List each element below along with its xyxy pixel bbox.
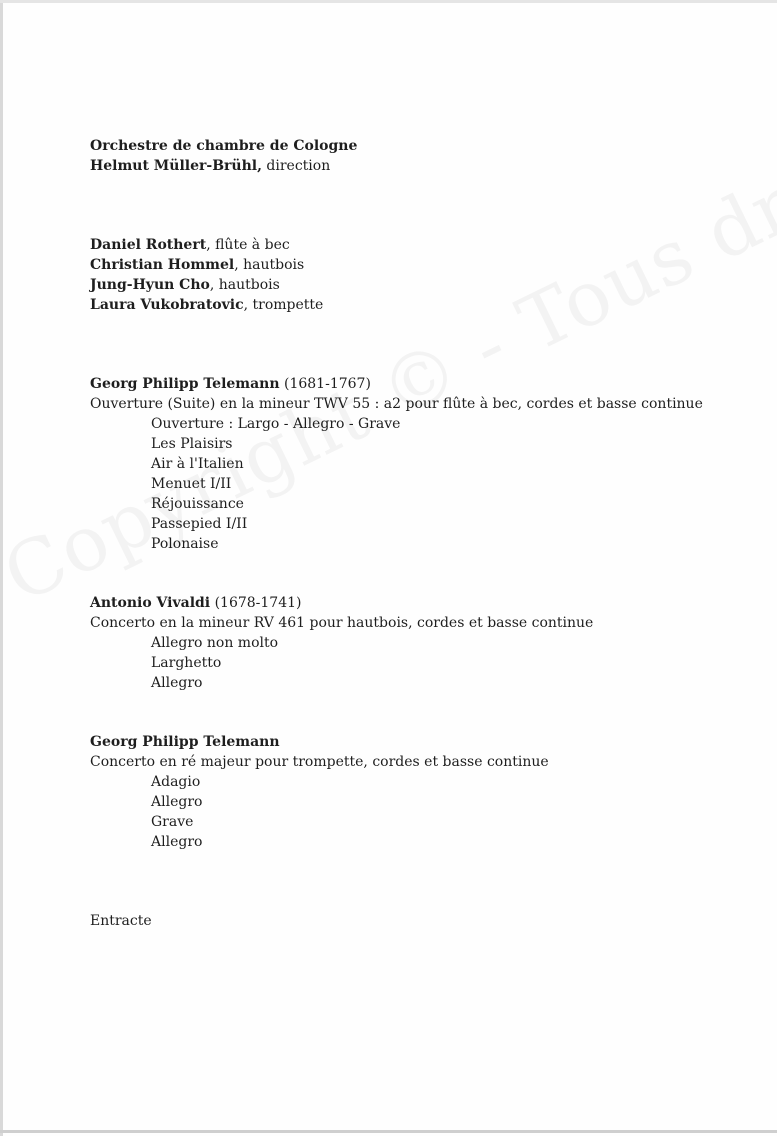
conductor-name: Helmut Müller-Brühl,	[90, 158, 262, 174]
work-title: Ouverture (Suite) en la mineur TWV 55 : a2 pour flûte à bec, cordes et basse continue	[90, 396, 703, 412]
scan-edge-bottom	[0, 1130, 777, 1133]
work-title: Concerto en ré majeur pour trompette, cordes et basse continue	[90, 754, 549, 770]
soloist-line	[90, 235, 750, 255]
spacer	[90, 852, 750, 911]
movement: Ouverture : Largo - Allegro - Grave	[151, 416, 401, 432]
composer-name: Georg Philipp Telemann	[90, 734, 280, 750]
soloist-name: Jung-Hyun Cho	[90, 277, 210, 293]
soloist-line	[90, 295, 750, 315]
conductor-line	[90, 156, 750, 176]
soloists-block	[90, 235, 750, 315]
composer-name: Antonio Vivaldi	[90, 595, 211, 611]
program-content	[90, 136, 750, 931]
conductor-role: direction	[261, 158, 331, 174]
movement: Larghetto	[151, 655, 222, 671]
movement: Air à l'Italien	[151, 456, 244, 472]
composer-name: Georg Philipp Telemann	[90, 376, 280, 392]
movement: Allegro	[151, 794, 203, 810]
soloist-name: Daniel Rothert	[90, 237, 207, 253]
program-item-telemann-concerto	[90, 732, 750, 852]
movement: Polonaise	[151, 536, 219, 552]
movement: Allegro	[151, 675, 203, 691]
composer-dates: (1678-1741)	[210, 595, 302, 611]
soloist-name: Laura Vukobratovic	[90, 297, 244, 313]
movement: Passepied I/II	[151, 516, 248, 532]
spacer	[90, 693, 750, 732]
ensemble-block	[90, 136, 750, 176]
scan-edge-top	[0, 0, 777, 3]
work-title: Concerto en la mineur RV 461 pour hautbois, cordes et basse continue	[90, 615, 594, 631]
composer-line	[90, 593, 750, 613]
movement: Réjouissance	[151, 496, 244, 512]
spacer	[90, 315, 750, 374]
program-item-vivaldi-concerto	[90, 593, 750, 693]
movement: Menuet I/II	[151, 476, 232, 492]
movement: Allegro	[151, 834, 203, 850]
program-item-telemann-suite	[90, 374, 750, 554]
orchestra-name: Orchestre de chambre de Cologne	[90, 138, 358, 154]
soloist-line	[90, 275, 750, 295]
composer-line	[90, 374, 750, 394]
intermission: Entracte	[90, 913, 152, 929]
soloist-role: , hautbois	[234, 257, 305, 273]
movement: Grave	[151, 814, 194, 830]
spacer	[90, 554, 750, 593]
scan-edge-left	[0, 0, 3, 1136]
soloist-role: , hautbois	[209, 277, 280, 293]
composer-line	[90, 732, 750, 752]
composer-dates: (1681-1767)	[279, 376, 371, 392]
movement: Allegro non molto	[151, 635, 279, 651]
movement: Adagio	[151, 774, 201, 790]
movement: Les Plaisirs	[151, 436, 233, 452]
soloist-line	[90, 255, 750, 275]
soloist-name: Christian Hommel	[90, 257, 235, 273]
soloist-role: , trompette	[243, 297, 324, 313]
soloist-role: , flûte à bec	[206, 237, 290, 253]
spacer	[90, 176, 750, 235]
